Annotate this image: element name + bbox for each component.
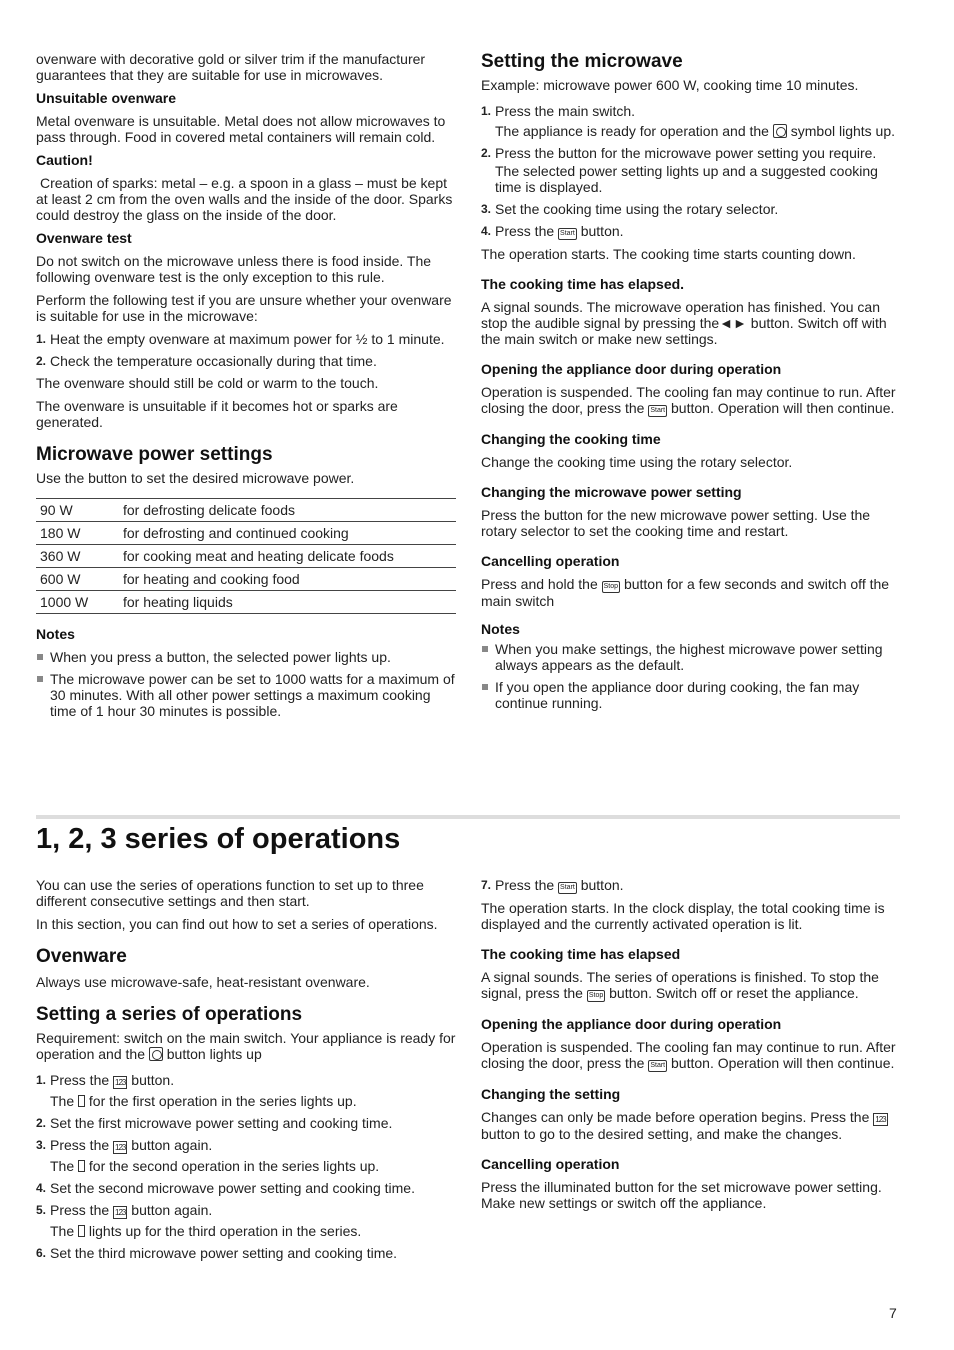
text-part: Operation is suspended. The cooling fan may continue to run. After closing the door, press the (481, 384, 896, 416)
start-button-icon: Start (558, 882, 577, 894)
sequence-button-icon: 123 (115, 1143, 126, 1152)
page-number: 7 (889, 1305, 897, 1321)
arrows-icon: ◄► (719, 315, 747, 331)
result-text: The appliance is ready for operation and the (495, 123, 769, 139)
step-number: 2. (481, 146, 492, 160)
step-result (495, 123, 901, 139)
series-step-6 (36, 1245, 456, 1261)
text-part: button. Switch off or reset the appliance. (609, 985, 859, 1001)
step-number: 3. (36, 1138, 47, 1152)
table-row (36, 568, 456, 591)
step-text: Press the button for the microwave power setting you require. (495, 145, 877, 161)
series-left-column (36, 877, 456, 1267)
bullet-square-icon (37, 676, 43, 682)
table-row (36, 522, 456, 545)
test-result-2: The ovenware is unsuitable if it becomes hot or sparks are generated. (36, 398, 398, 430)
watt-cell: 600 W (36, 568, 119, 591)
setting-series-title: Setting a series of operations (36, 1004, 303, 1025)
series-cancel-text: Press the illuminated button for the set microwave power setting. Make new settings or switch off the appliance. (481, 1179, 882, 1211)
text-part: button to go to the desired setting, and make the changes. (481, 1126, 843, 1142)
start-button-icon: Start (558, 228, 577, 240)
result-text: for the second operation in the series lights up. (88, 1158, 380, 1174)
step-1 (481, 103, 901, 139)
series-step-7 (481, 877, 901, 894)
elapsed-text (481, 299, 901, 347)
cancel-text (481, 576, 901, 609)
step-result (50, 1158, 456, 1174)
bullet-square-icon (37, 654, 43, 660)
watt-cell: 90 W (36, 499, 119, 522)
note-item (481, 641, 901, 673)
text-part: button for a few seconds and switch off the main switch (481, 576, 890, 609)
step-number: 2. (36, 354, 47, 368)
step-result (50, 1093, 456, 1109)
bullet-square-icon (482, 684, 488, 690)
watt-cell: 360 W (36, 545, 119, 568)
note-item (36, 671, 456, 719)
watt-cell: 1000 W (36, 591, 119, 614)
step-number: 7. (481, 878, 492, 892)
left-column (36, 51, 456, 725)
step-number: 4. (36, 1181, 47, 1195)
step-text: button again. (131, 1137, 213, 1153)
step-number: 6. (36, 1246, 47, 1260)
ovenware-title: Ovenware (36, 946, 127, 967)
text-part: button lights up (166, 1046, 262, 1062)
result-text: lights up for the third operation in the series. (88, 1223, 362, 1239)
bullet-square-icon (482, 646, 488, 652)
step-text: Press the (50, 1072, 110, 1088)
right-column (481, 51, 901, 717)
step-number: 1. (36, 332, 47, 346)
ovenware-text: Always use microwave-safe, heat-resistant ovenware. (36, 974, 370, 990)
step-text: Press the (50, 1137, 110, 1153)
step-text: Press the main switch. (495, 103, 636, 119)
series-right-column (481, 877, 901, 1218)
step-text: Press the (495, 877, 555, 893)
use-cell: for heating and cooking food (119, 568, 456, 591)
test-text-1: Do not switch on the microwave unless there is food inside. The following ovenware test is the only exception to this rule. (36, 253, 432, 285)
result-text: for the first operation in the series lights up. (88, 1093, 357, 1109)
series-step-2 (36, 1115, 456, 1131)
series-elapsed-heading: The cooking time has elapsed (481, 946, 681, 962)
table-row (36, 591, 456, 614)
text-part: button. Switch off with the main switch or make new settings. (481, 315, 887, 347)
note-text: When you make settings, the highest microwave power setting always appears as the default. (495, 641, 883, 673)
series-door-heading: Opening the appliance door during operation (481, 1016, 782, 1032)
step-4 (481, 223, 901, 240)
step-number: 1. (36, 1073, 47, 1087)
caution-heading: Caution! (36, 152, 93, 168)
step-number: 3. (481, 202, 492, 216)
table-row (36, 499, 456, 522)
step-number: 2. (36, 1116, 47, 1130)
notes-heading: Notes (36, 626, 75, 642)
text-part: A signal sounds. The microwave operation has finished. You can stop the audible signal by pressing the (481, 299, 880, 331)
step-text: Check the temperature occasionally during that time. (50, 353, 377, 369)
series-elapsed-text (481, 969, 901, 1002)
step-number: 4. (481, 224, 492, 238)
note-item (481, 679, 901, 711)
step-2 (481, 145, 901, 195)
example-text: Example: microwave power 600 W, cooking time 10 minutes. (481, 77, 859, 93)
door-text (481, 384, 901, 417)
notes-heading: Notes (481, 621, 520, 637)
sequence-button-icon: 123 (875, 1115, 886, 1124)
cancel-heading: Cancelling operation (481, 553, 620, 569)
series-step-5 (36, 1202, 456, 1239)
text-part: button. Operation will then continue. (671, 400, 895, 416)
step-number: 5. (36, 1203, 47, 1217)
operation-indicator-icon (78, 1160, 85, 1172)
step-result: The selected power setting lights up and a suggested cooking time is displayed. (495, 163, 878, 195)
table-row (36, 545, 456, 568)
step-result (50, 1223, 456, 1239)
text-part: Requirement: switch on the main switch. Your appliance is ready for operation and the (36, 1030, 456, 1062)
operation-indicator-icon (78, 1095, 85, 1107)
result-text: The (50, 1223, 75, 1239)
result-text: The (50, 1093, 75, 1109)
series-step-1 (36, 1072, 456, 1109)
test-step-2 (36, 353, 456, 369)
text-part: A signal sounds. The series of operations is finished. To stop the signal, press the (481, 969, 879, 1001)
step-text: button. (131, 1072, 175, 1088)
result-text: The (50, 1158, 75, 1174)
series-step-4 (36, 1180, 456, 1196)
change-time-text: Change the cooking time using the rotary selector. (481, 454, 793, 470)
step-text: button. (580, 877, 624, 893)
setting-microwave-title: Setting the microwave (481, 51, 683, 72)
unsuitable-heading: Unsuitable ovenware (36, 90, 177, 106)
power-settings-title: Microwave power settings (36, 444, 273, 465)
series-intro-1: You can use the series of operations function to set up to three different consecutive settings and then start. (36, 877, 424, 909)
series-cancel-heading: Cancelling operation (481, 1156, 620, 1172)
step-text: Set the second microwave power setting and cooking time. (50, 1180, 415, 1196)
stop-button-icon: Stop (587, 990, 605, 1002)
text-part: Operation is suspended. The cooling fan may continue to run. After closing the door, press the (481, 1039, 896, 1071)
elapsed-heading: The cooking time has elapsed. (481, 276, 685, 292)
series-operation-starts: The operation starts. In the clock display, the total cooking time is displayed and the currently activated operation is lit. (481, 900, 885, 932)
start-button-icon: Start (648, 405, 667, 417)
use-cell: for heating liquids (119, 591, 456, 614)
unsuitable-text: Metal ovenware is unsuitable. Metal does not allow microwaves to pass through. Food in covered metal containers will remain cold. (36, 113, 446, 145)
stop-button-icon: Stop (602, 581, 620, 593)
sequence-button-icon: 123 (115, 1208, 126, 1217)
text-part: Press and hold the (481, 576, 598, 592)
test-result-1: The ovenware should still be cold or warm to the touch. (36, 375, 379, 391)
change-power-text: Press the button for the new microwave power setting. Use the rotary selector to set the cooking time and restart. (481, 507, 871, 539)
text-part: button. Operation will then continue. (671, 1055, 895, 1071)
step-text: Press the (50, 1202, 110, 1218)
requirement-text (36, 1030, 456, 1062)
step-text: Heat the empty ovenware at maximum power for ½ to 1 minute. (50, 331, 445, 347)
section-divider (36, 815, 900, 819)
step-text: Set the cooking time using the rotary selector. (495, 201, 779, 217)
step-text: button again. (131, 1202, 213, 1218)
series-step-3 (36, 1137, 456, 1174)
step-3 (481, 201, 901, 217)
power-settings-intro: Use the button to set the desired microwave power. (36, 470, 355, 486)
watt-cell: 180 W (36, 522, 119, 545)
intro-text: ovenware with decorative gold or silver trim if the manufacturer guarantees that they are suitable for use in microwaves. (36, 51, 426, 83)
start-button-icon: Start (648, 1060, 667, 1072)
ready-symbol-icon (149, 1047, 163, 1061)
step-text: Press the (495, 223, 555, 239)
test-step-1 (36, 331, 456, 347)
series-change-text (481, 1109, 901, 1142)
test-heading: Ovenware test (36, 230, 132, 246)
use-cell: for defrosting and continued cooking (119, 522, 456, 545)
door-heading: Opening the appliance door during operation (481, 361, 782, 377)
note-item (36, 649, 456, 665)
text-part: Changes can only be made before operation begins. Press the (481, 1109, 870, 1125)
result-text: symbol lights up. (790, 123, 896, 139)
series-intro-2: In this section, you can find out how to set a series of operations. (36, 916, 438, 932)
ready-symbol-icon (773, 124, 787, 138)
step-text: button. (580, 223, 624, 239)
operation-starts-text: The operation starts. The cooking time starts counting down. (481, 246, 856, 262)
step-text: Set the third microwave power setting and cooking time. (50, 1245, 398, 1261)
step-number: 1. (481, 104, 492, 118)
note-text: When you press a button, the selected power lights up. (50, 649, 391, 665)
change-time-heading: Changing the cooking time (481, 431, 661, 447)
sequence-button-icon: 123 (115, 1078, 126, 1087)
operation-indicator-icon (78, 1225, 85, 1237)
series-door-text (481, 1039, 901, 1072)
caution-text: Creation of sparks: metal – e.g. a spoon in a glass – must be kept at least 2 cm from the oven walls and the inside of the door. Sparks could destroy the glass on the inside of the door. (36, 175, 453, 223)
step-text: Set the first microwave power setting and cooking time. (50, 1115, 393, 1131)
note-text: If you open the appliance door during cooking, the fan may continue running. (495, 679, 860, 711)
use-cell: for defrosting delicate foods (119, 499, 456, 522)
power-table (36, 498, 456, 614)
section-title: 1, 2, 3 series of operations (36, 823, 401, 855)
change-power-heading: Changing the microwave power setting (481, 484, 742, 500)
test-text-2: Perform the following test if you are unsure whether your ovenware is suitable for use in the microwave: (36, 292, 452, 324)
note-text: The microwave power can be set to 1000 watts for a maximum of 30 minutes. With all other power settings a maximum cooking time of 1 hour 30 minutes is possible. (50, 671, 455, 719)
use-cell: for cooking meat and heating delicate foods (119, 545, 456, 568)
series-change-heading: Changing the setting (481, 1086, 621, 1102)
